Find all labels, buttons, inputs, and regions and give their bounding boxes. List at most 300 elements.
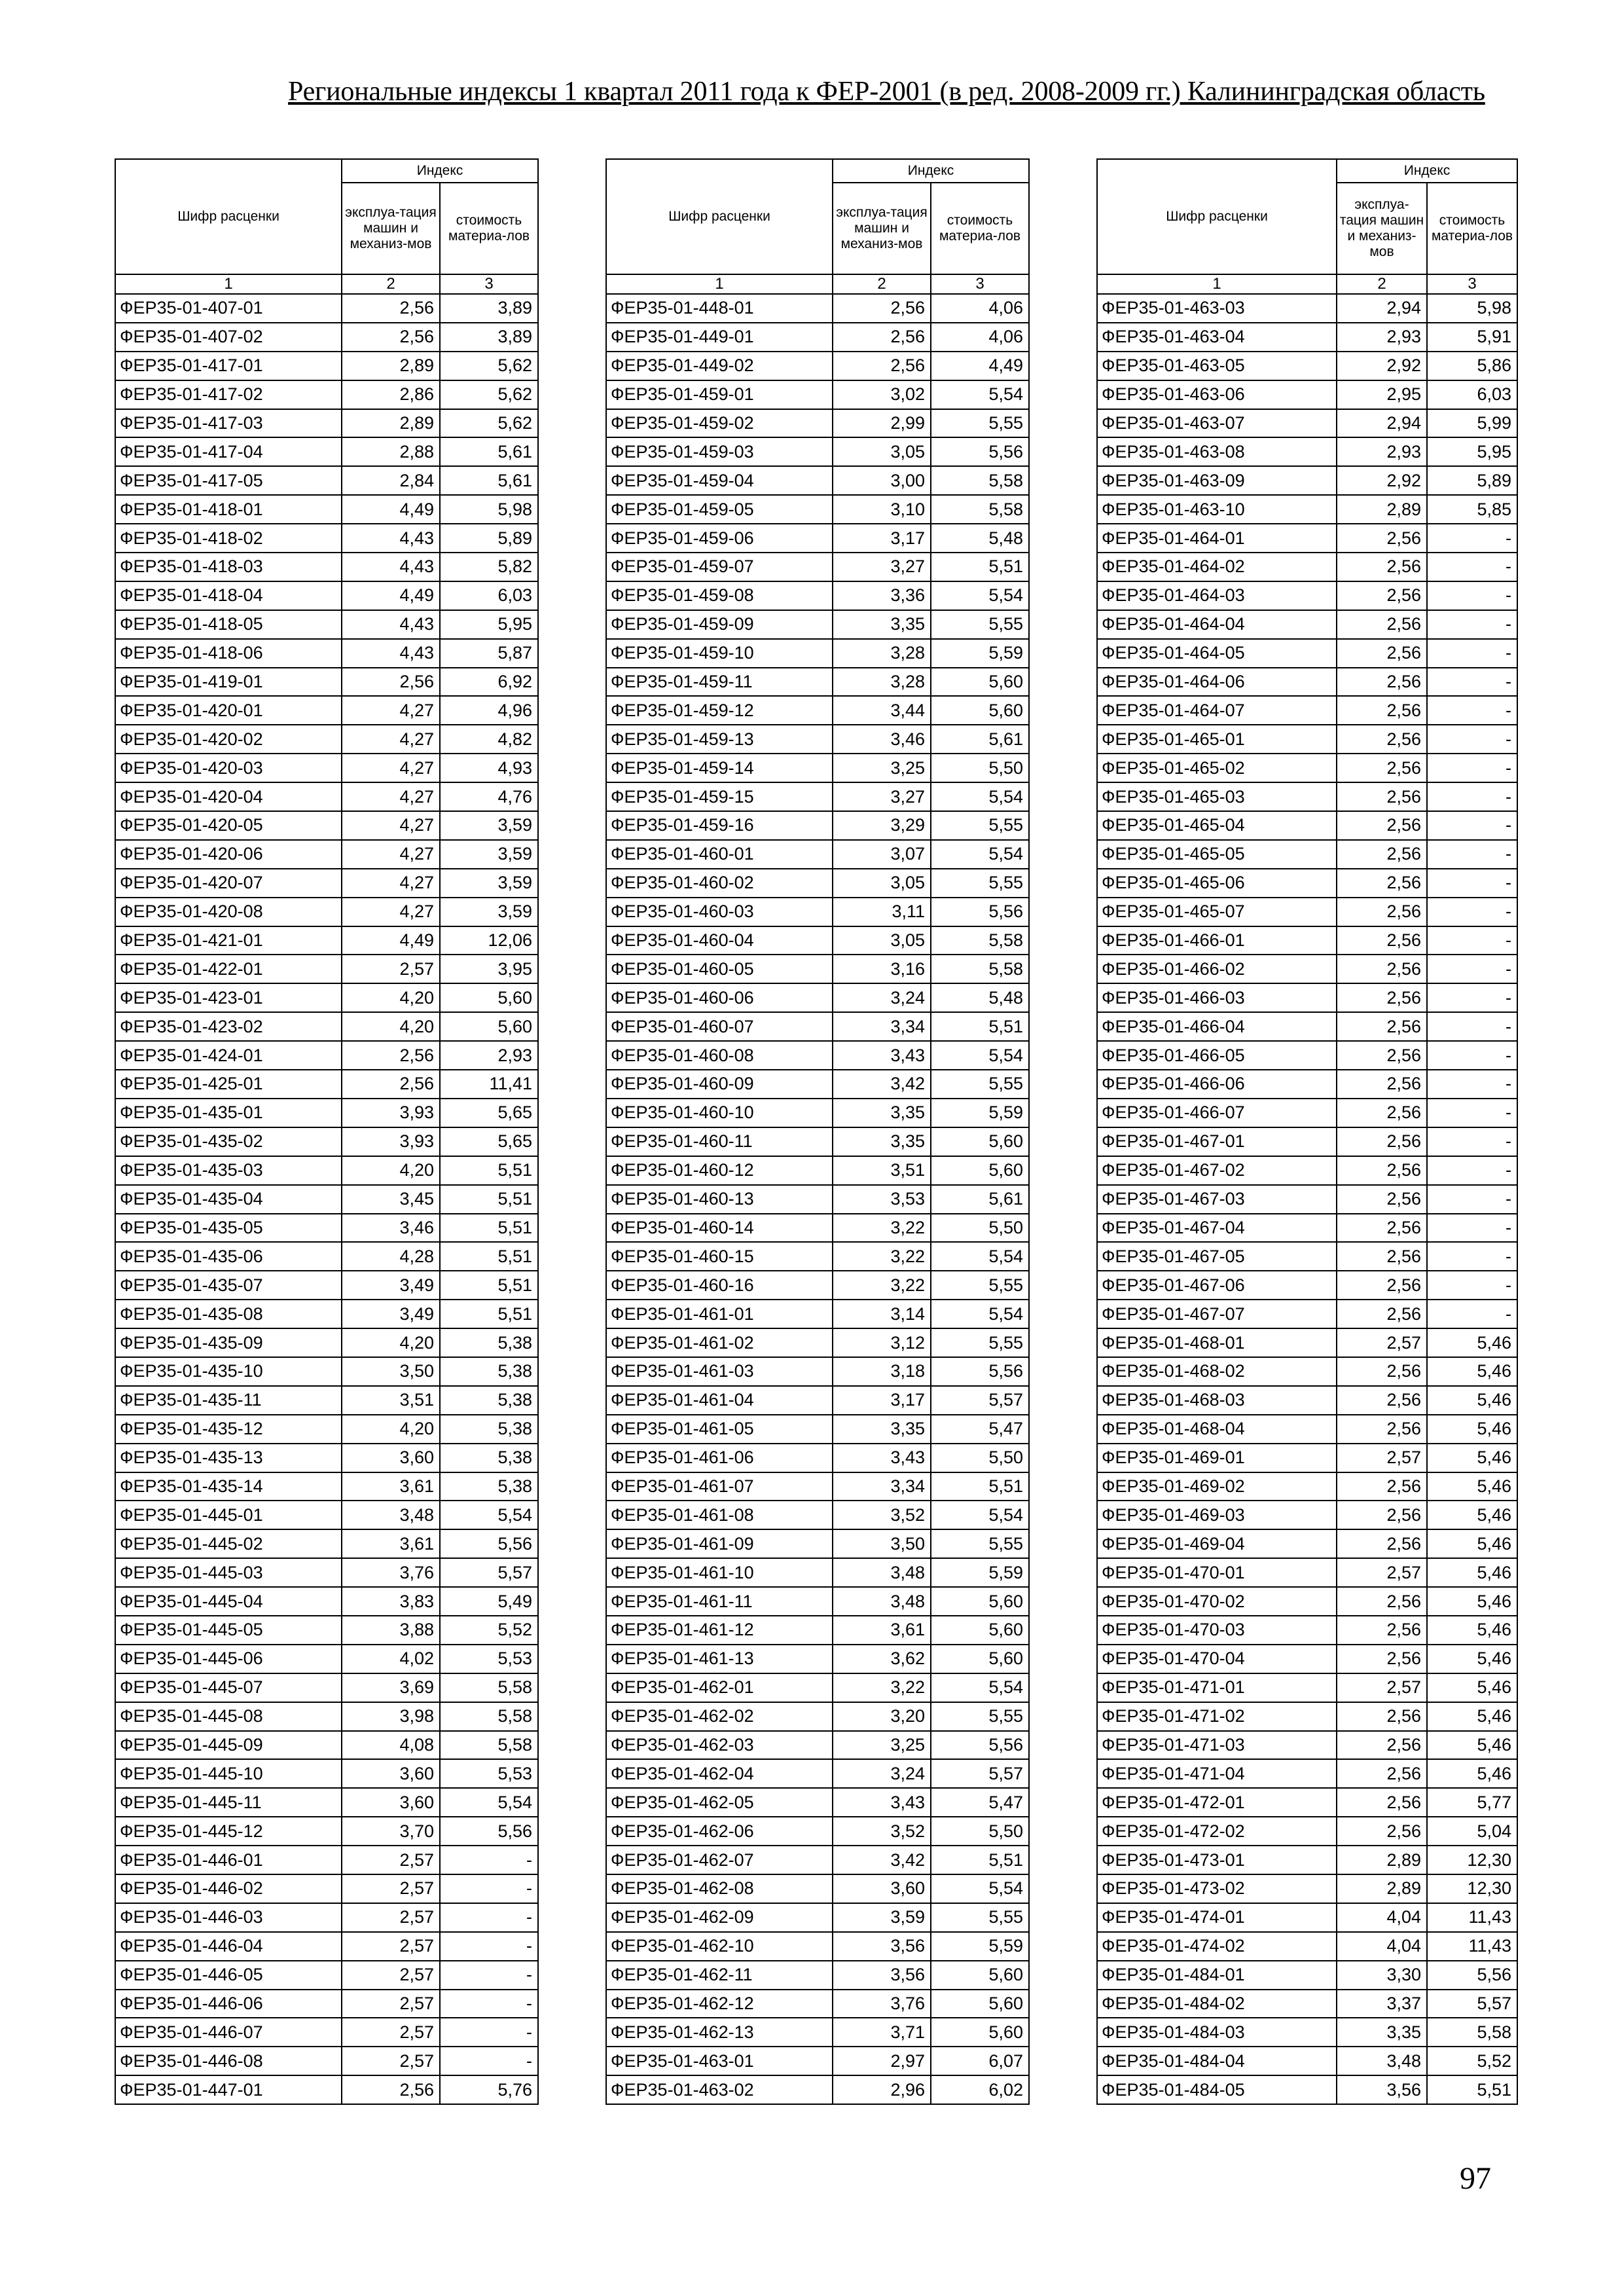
rate-code-cell: ФЕР35-01-419-01 [115,668,342,697]
materials-index-cell: - [1427,1127,1517,1156]
rate-code-cell: ФЕР35-01-466-06 [1097,1070,1337,1099]
table-row [1097,1415,1517,1444]
rate-code-cell: ФЕР35-01-425-01 [115,1070,342,1099]
rate-code-cell: ФЕР35-01-422-01 [115,955,342,983]
materials-index-cell: 6,03 [440,581,538,610]
materials-index-cell: 5,60 [440,1012,538,1041]
rate-code-cell: ФЕР35-01-462-11 [606,1961,833,1990]
materials-index-cell: 5,38 [440,1328,538,1357]
machines-index-cell: 3,10 [833,495,931,524]
rate-code-cell: ФЕР35-01-420-05 [115,811,342,840]
rate-code-cell: ФЕР35-01-470-04 [1097,1645,1337,1673]
rate-code-cell: ФЕР35-01-459-04 [606,466,833,495]
table-row [1097,983,1517,1012]
machines-index-cell: 2,95 [1337,380,1427,409]
machines-index-cell: 3,49 [342,1300,440,1328]
table-row [1097,1846,1517,1874]
materials-index-cell: - [440,1846,538,1874]
table-row [1097,1501,1517,1529]
table-row [606,323,1029,352]
rate-code-cell: ФЕР35-01-459-13 [606,725,833,754]
rate-code-cell: ФЕР35-01-470-03 [1097,1616,1337,1645]
table-row [115,1328,538,1357]
machines-index-cell: 2,56 [1337,1415,1427,1444]
table-row [115,1587,538,1616]
rate-code-cell: ФЕР35-01-463-02 [606,2075,833,2104]
rate-code-cell: ФЕР35-01-473-02 [1097,1874,1337,1903]
machines-index-cell: 2,57 [342,1932,440,1961]
machines-index-cell: 3,05 [833,869,931,898]
rate-code-cell: ФЕР35-01-445-02 [115,1529,342,1558]
rate-code-cell: ФЕР35-01-445-04 [115,1587,342,1616]
materials-index-cell: - [1427,524,1517,553]
materials-index-cell: 5,38 [440,1444,538,1472]
materials-index-cell: 5,89 [440,524,538,553]
machines-index-cell: 3,48 [833,1558,931,1587]
machines-index-cell: 2,56 [1337,725,1427,754]
table-row [606,610,1029,639]
machines-index-cell: 3,34 [833,1012,931,1041]
rate-code-cell: ФЕР35-01-435-07 [115,1271,342,1300]
table-row [115,1415,538,1444]
materials-index-cell: 6,02 [931,2075,1029,2104]
machines-index-cell: 3,35 [833,1127,931,1156]
materials-index-cell: 5,55 [931,1070,1029,1099]
table-row [115,754,538,782]
materials-index-cell: 5,65 [440,1099,538,1127]
table-row [606,2075,1029,2104]
rate-code-cell: ФЕР35-01-460-13 [606,1185,833,1214]
materials-index-cell: 5,65 [440,1127,538,1156]
machines-index-cell: 2,92 [1337,352,1427,380]
table-row [606,1759,1029,1788]
table-row [606,725,1029,754]
materials-index-cell: 5,58 [1427,2018,1517,2047]
rate-code-cell: ФЕР35-01-460-03 [606,898,833,926]
materials-index-cell: 5,61 [931,725,1029,754]
machines-index-cell: 3,05 [833,926,931,955]
rate-code-cell: ФЕР35-01-459-01 [606,380,833,409]
page-number: 97 [1460,2161,1491,2196]
table-row [606,1156,1029,1185]
rate-code-cell: ФЕР35-01-460-15 [606,1242,833,1271]
materials-index-cell: 6,03 [1427,380,1517,409]
table-row [1097,524,1517,553]
machines-index-cell: 2,56 [1337,696,1427,725]
machines-index-cell: 2,56 [1337,811,1427,840]
table-row [115,2075,538,2104]
table-row [115,323,538,352]
machines-index-cell: 3,61 [833,1616,931,1645]
machines-index-cell: 2,56 [1337,1472,1427,1501]
table-row [606,409,1029,438]
rate-code-cell: ФЕР35-01-435-14 [115,1472,342,1501]
table-row [115,437,538,466]
table-row [1097,1242,1517,1271]
materials-index-cell: 5,55 [931,1328,1029,1357]
rates-table-3 [1096,158,1518,2105]
rate-code-cell: ФЕР35-01-423-01 [115,983,342,1012]
machines-index-cell: 3,48 [342,1501,440,1529]
rate-code-cell: ФЕР35-01-463-03 [1097,294,1337,323]
machines-index-cell: 2,94 [1337,294,1427,323]
machines-index-cell: 4,27 [342,754,440,782]
rate-code-cell: ФЕР35-01-459-05 [606,495,833,524]
machines-index-cell: 2,56 [342,294,440,323]
machines-index-cell: 3,25 [833,754,931,782]
header-code: Шифр расценки [1097,159,1337,274]
materials-index-cell: 5,60 [931,2018,1029,2047]
materials-index-cell: 5,50 [931,1444,1029,1472]
materials-index-cell: - [1427,811,1517,840]
materials-index-cell: 3,59 [440,869,538,898]
table-row [606,840,1029,869]
machines-index-cell: 4,49 [342,495,440,524]
materials-index-cell: 5,53 [440,1759,538,1788]
materials-index-cell: 5,54 [440,1788,538,1817]
rate-code-cell: ФЕР35-01-445-10 [115,1759,342,1788]
rate-code-cell: ФЕР35-01-445-12 [115,1817,342,1846]
table-row [606,581,1029,610]
table-row [1097,495,1517,524]
rate-code-cell: ФЕР35-01-435-11 [115,1386,342,1415]
rate-code-cell: ФЕР35-01-463-05 [1097,352,1337,380]
materials-index-cell: - [1427,668,1517,697]
materials-index-cell: 5,52 [440,1616,538,1645]
materials-index-cell: 5,54 [931,840,1029,869]
rate-code-cell: ФЕР35-01-446-06 [115,1990,342,2018]
materials-index-cell: 5,60 [931,1156,1029,1185]
rate-code-cell: ФЕР35-01-460-05 [606,955,833,983]
rate-code-cell: ФЕР35-01-472-01 [1097,1788,1337,1817]
materials-index-cell: - [440,1874,538,1903]
header-col-2: 2 [1337,274,1427,294]
materials-index-cell: 5,55 [931,409,1029,438]
rate-code-cell: ФЕР35-01-417-02 [115,380,342,409]
machines-index-cell: 2,94 [1337,409,1427,438]
machines-index-cell: 2,56 [833,323,931,352]
materials-index-cell: 5,51 [440,1300,538,1328]
materials-index-cell: - [1427,581,1517,610]
table-row [1097,1932,1517,1961]
materials-index-cell: 4,76 [440,782,538,811]
machines-index-cell: 3,34 [833,1472,931,1501]
machines-index-cell: 2,56 [833,294,931,323]
machines-index-cell: 4,20 [342,1328,440,1357]
machines-index-cell: 3,29 [833,811,931,840]
materials-index-cell: 4,49 [931,352,1029,380]
rate-code-cell: ФЕР35-01-467-06 [1097,1271,1337,1300]
table-row [1097,1587,1517,1616]
table-row [115,380,538,409]
table-row [606,1990,1029,2018]
table-row [606,1099,1029,1127]
rate-code-cell: ФЕР35-01-471-01 [1097,1673,1337,1702]
rate-code-cell: ФЕР35-01-460-02 [606,869,833,898]
table-row [606,869,1029,898]
machines-index-cell: 3,28 [833,668,931,697]
materials-index-cell: 5,46 [1427,1328,1517,1357]
materials-index-cell: 5,51 [440,1156,538,1185]
rate-code-cell: ФЕР35-01-465-04 [1097,811,1337,840]
rate-code-cell: ФЕР35-01-418-02 [115,524,342,553]
materials-index-cell: - [1427,639,1517,668]
machines-index-cell: 3,53 [833,1185,931,1214]
materials-index-cell: 5,46 [1427,1415,1517,1444]
materials-index-cell: 5,46 [1427,1645,1517,1673]
table-row [1097,1529,1517,1558]
materials-index-cell: 5,58 [931,955,1029,983]
machines-index-cell: 3,00 [833,466,931,495]
rate-code-cell: ФЕР35-01-462-09 [606,1903,833,1932]
rate-code-cell: ФЕР35-01-463-01 [606,2047,833,2075]
materials-index-cell: - [1427,926,1517,955]
machines-index-cell: 2,57 [1337,1444,1427,1472]
machines-index-cell: 4,20 [342,983,440,1012]
machines-index-cell: 2,56 [1337,1156,1427,1185]
rate-code-cell: ФЕР35-01-463-10 [1097,495,1337,524]
rate-code-cell: ФЕР35-01-469-04 [1097,1529,1337,1558]
materials-index-cell: 3,89 [440,294,538,323]
materials-index-cell: 5,87 [440,639,538,668]
header-col-1: 1 [1097,274,1337,294]
table-row [115,840,538,869]
rate-code-cell: ФЕР35-01-466-05 [1097,1041,1337,1070]
machines-index-cell: 4,49 [342,926,440,955]
rate-code-cell: ФЕР35-01-466-01 [1097,926,1337,955]
materials-index-cell: 5,82 [440,553,538,581]
machines-index-cell: 3,71 [833,2018,931,2047]
materials-index-cell: 5,58 [440,1702,538,1731]
rate-code-cell: ФЕР35-01-461-10 [606,1558,833,1587]
table-row [606,1214,1029,1243]
machines-index-cell: 4,43 [342,639,440,668]
machines-index-cell: 2,96 [833,2075,931,2104]
machines-index-cell: 2,56 [1337,1529,1427,1558]
table-row [115,1127,538,1156]
rate-code-cell: ФЕР35-01-420-01 [115,696,342,725]
table-row [1097,581,1517,610]
machines-index-cell: 2,86 [342,380,440,409]
machines-index-cell: 3,56 [1337,2075,1427,2104]
table-row [1097,869,1517,898]
machines-index-cell: 3,27 [833,553,931,581]
header-col-1: 1 [606,274,833,294]
rate-code-cell: ФЕР35-01-484-05 [1097,2075,1337,2104]
materials-index-cell: 5,51 [440,1214,538,1243]
table-row [1097,323,1517,352]
machines-index-cell: 2,89 [342,352,440,380]
machines-index-cell: 2,56 [1337,1012,1427,1041]
table-row [1097,1444,1517,1472]
machines-index-cell: 3,52 [833,1817,931,1846]
materials-index-cell: 5,57 [931,1759,1029,1788]
rate-code-cell: ФЕР35-01-460-11 [606,1127,833,1156]
machines-index-cell: 4,04 [1337,1932,1427,1961]
table-row [115,1558,538,1587]
machines-index-cell: 4,28 [342,1242,440,1271]
machines-index-cell: 3,93 [342,1099,440,1127]
materials-index-cell: 3,89 [440,323,538,352]
table-row [115,1731,538,1760]
machines-index-cell: 3,48 [833,1587,931,1616]
table-row [606,811,1029,840]
table-row [606,466,1029,495]
machines-index-cell: 3,25 [833,1731,931,1760]
rate-code-cell: ФЕР35-01-471-04 [1097,1759,1337,1788]
rate-code-cell: ФЕР35-01-464-01 [1097,524,1337,553]
materials-index-cell: 5,51 [931,1472,1029,1501]
materials-index-cell: 5,60 [931,1645,1029,1673]
materials-index-cell: - [440,1990,538,2018]
machines-index-cell: 2,56 [342,1041,440,1070]
table-row [606,898,1029,926]
machines-index-cell: 2,56 [1337,1242,1427,1271]
materials-index-cell: 5,56 [931,437,1029,466]
materials-index-cell: 5,60 [931,668,1029,697]
materials-index-cell: 5,56 [931,1357,1029,1386]
rate-code-cell: ФЕР35-01-435-02 [115,1127,342,1156]
rate-code-cell: ФЕР35-01-465-07 [1097,898,1337,926]
materials-index-cell: 5,57 [1427,1990,1517,2018]
rate-code-cell: ФЕР35-01-459-06 [606,524,833,553]
machines-index-cell: 2,56 [1337,1357,1427,1386]
materials-index-cell: 5,54 [931,1673,1029,1702]
header-col-2: 2 [342,274,440,294]
header-code: Шифр расценки [115,159,342,274]
materials-index-cell: 2,93 [440,1041,538,1070]
table-row [606,1415,1029,1444]
header-materials: стоимость материа-лов [440,183,538,274]
table-row [115,610,538,639]
materials-index-cell: 4,93 [440,754,538,782]
materials-index-cell: 5,51 [440,1271,538,1300]
machines-index-cell: 3,93 [342,1127,440,1156]
machines-index-cell: 3,37 [1337,1990,1427,2018]
rate-code-cell: ФЕР35-01-417-01 [115,352,342,380]
header-index: Индекс [1337,159,1517,183]
materials-index-cell: 3,59 [440,898,538,926]
table-row [115,1932,538,1961]
rate-code-cell: ФЕР35-01-466-02 [1097,955,1337,983]
machines-index-cell: 2,57 [342,1990,440,2018]
machines-index-cell: 3,24 [833,1759,931,1788]
materials-index-cell: 5,55 [931,1702,1029,1731]
rate-code-cell: ФЕР35-01-469-01 [1097,1444,1337,1472]
materials-index-cell: - [1427,1012,1517,1041]
rate-code-cell: ФЕР35-01-468-03 [1097,1386,1337,1415]
rate-code-cell: ФЕР35-01-445-05 [115,1616,342,1645]
rate-code-cell: ФЕР35-01-459-12 [606,696,833,725]
rate-code-cell: ФЕР35-01-420-04 [115,782,342,811]
table-row [606,1012,1029,1041]
materials-index-cell: 5,56 [440,1817,538,1846]
materials-index-cell: 12,30 [1427,1874,1517,1903]
rates-table-1 [115,158,539,2105]
machines-index-cell: 3,51 [342,1386,440,1415]
materials-index-cell: 5,54 [931,1874,1029,1903]
table-row [606,1529,1029,1558]
materials-index-cell: 5,46 [1427,1501,1517,1529]
table-row [606,1271,1029,1300]
table-row [1097,1616,1517,1645]
materials-index-cell: 5,46 [1427,1702,1517,1731]
table-row [1097,380,1517,409]
machines-index-cell: 3,17 [833,1386,931,1415]
machines-index-cell: 3,22 [833,1271,931,1300]
rate-code-cell: ФЕР35-01-466-04 [1097,1012,1337,1041]
table-row [1097,696,1517,725]
machines-index-cell: 3,12 [833,1328,931,1357]
rate-code-cell: ФЕР35-01-463-08 [1097,437,1337,466]
machines-index-cell: 3,46 [833,725,931,754]
rate-code-cell: ФЕР35-01-446-08 [115,2047,342,2075]
machines-index-cell: 3,35 [833,1415,931,1444]
table-row [606,1932,1029,1961]
rate-code-cell: ФЕР35-01-446-05 [115,1961,342,1990]
table-row [1097,811,1517,840]
table-row [606,2047,1029,2075]
machines-index-cell: 2,56 [1337,1759,1427,1788]
machines-index-cell: 2,88 [342,437,440,466]
materials-index-cell: 5,46 [1427,1731,1517,1760]
machines-index-cell: 3,52 [833,1501,931,1529]
table-row [606,1673,1029,1702]
machines-index-cell: 4,08 [342,1731,440,1760]
rate-code-cell: ФЕР35-01-462-01 [606,1673,833,1702]
rate-code-cell: ФЕР35-01-435-01 [115,1099,342,1127]
rate-code-cell: ФЕР35-01-435-04 [115,1185,342,1214]
rate-code-cell: ФЕР35-01-445-09 [115,1731,342,1760]
table-row [606,1558,1029,1587]
machines-index-cell: 2,56 [1337,1070,1427,1099]
machines-index-cell: 4,27 [342,696,440,725]
rate-code-cell: ФЕР35-01-461-03 [606,1357,833,1386]
rate-code-cell: ФЕР35-01-465-03 [1097,782,1337,811]
machines-index-cell: 2,56 [1337,1788,1427,1817]
machines-index-cell: 3,83 [342,1587,440,1616]
materials-index-cell: - [1427,1271,1517,1300]
table-row [606,352,1029,380]
table-row [606,1903,1029,1932]
machines-index-cell: 2,99 [833,409,931,438]
table-row [1097,1731,1517,1760]
table-row [1097,898,1517,926]
machines-index-cell: 4,27 [342,725,440,754]
machines-index-cell: 2,56 [1337,926,1427,955]
materials-index-cell: 5,58 [931,466,1029,495]
rate-code-cell: ФЕР35-01-468-01 [1097,1328,1337,1357]
machines-index-cell: 3,42 [833,1070,931,1099]
machines-index-cell: 3,43 [833,1444,931,1472]
rate-code-cell: ФЕР35-01-463-06 [1097,380,1337,409]
machines-index-cell: 3,44 [833,696,931,725]
rate-code-cell: ФЕР35-01-461-05 [606,1415,833,1444]
table-row [606,1386,1029,1415]
table-row [115,466,538,495]
table-row [1097,1673,1517,1702]
materials-index-cell: 5,98 [1427,294,1517,323]
machines-index-cell: 2,56 [1337,668,1427,697]
rate-code-cell: ФЕР35-01-462-07 [606,1846,833,1874]
table-row [1097,2018,1517,2047]
rate-code-cell: ФЕР35-01-435-06 [115,1242,342,1271]
table-row [1097,1099,1517,1127]
rate-code-cell: ФЕР35-01-445-11 [115,1788,342,1817]
materials-index-cell: - [1427,955,1517,983]
rate-code-cell: ФЕР35-01-467-02 [1097,1156,1337,1185]
materials-index-cell: 5,46 [1427,1386,1517,1415]
